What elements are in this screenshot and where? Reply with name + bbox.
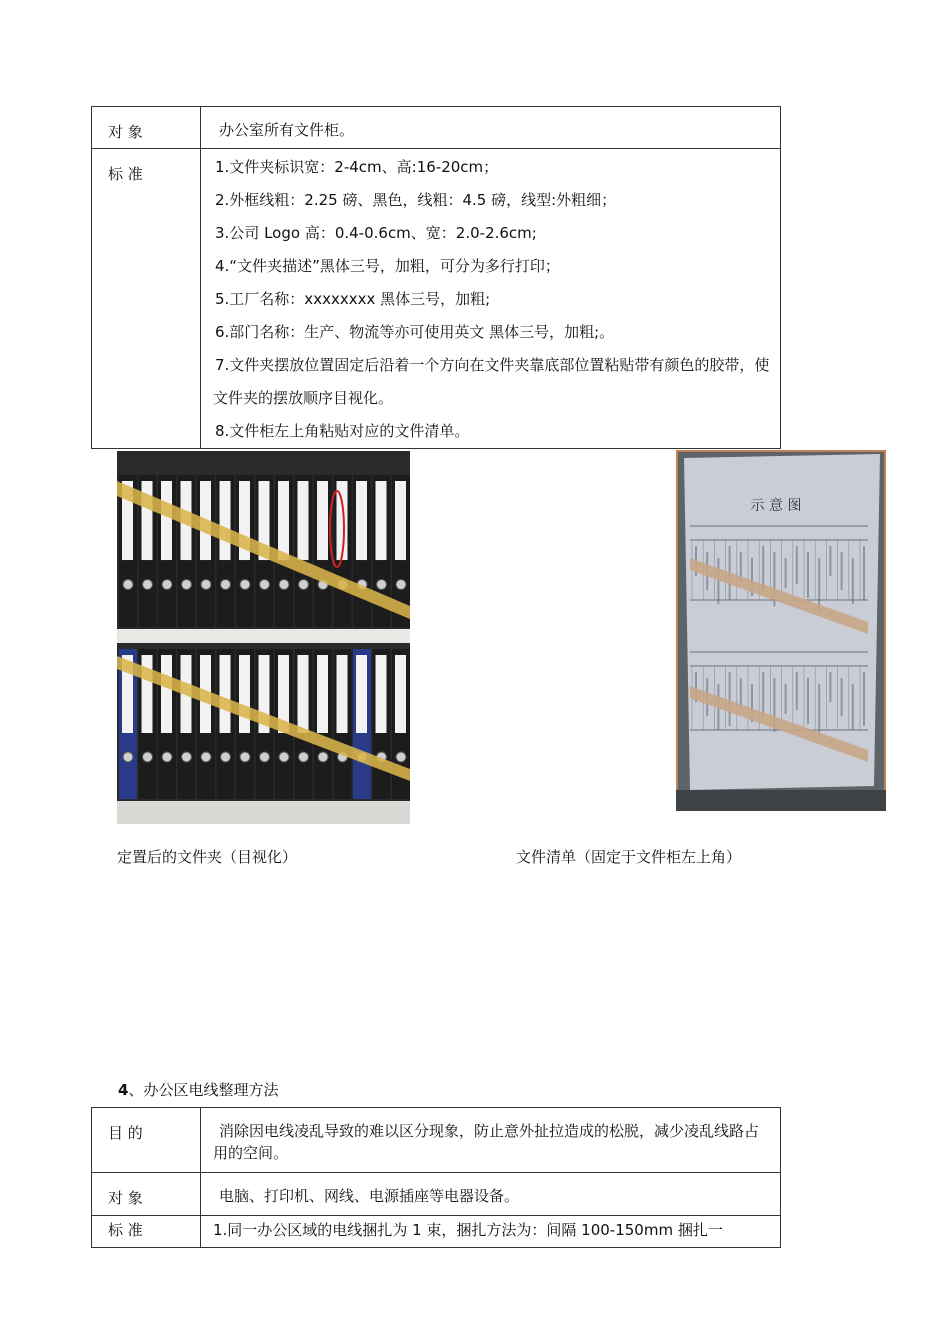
binder (217, 649, 235, 799)
row-key: 标 准 (92, 1216, 201, 1248)
section-number: 4 (118, 1081, 129, 1099)
standard-item: 3.公司 Logo 高：0.4-0.6cm、宽：2.0-2.6cm; (215, 224, 537, 242)
right-photo-caption: 文件清单（固定于文件柜左上角） (516, 848, 742, 866)
standard-item: 1.文件夹标识宽：2-4cm、高:16-20cm； (215, 158, 499, 176)
standards-table-files (91, 106, 781, 449)
standard-item: 4.“文件夹描述”黑体三号，加粗，可分为多行打印； (215, 257, 560, 275)
left-photo-caption: 定置后的文件夹（目视化） (117, 848, 298, 866)
section-heading (118, 1079, 278, 1100)
row-value: 办公室所有文件柜。 (201, 107, 781, 149)
binder (236, 649, 254, 799)
binder (158, 475, 176, 627)
table-row (92, 1216, 781, 1248)
binder (217, 475, 235, 627)
row-value: 消除因电线凌乱导致的难以区分现象，防止意外扯拉造成的松脱，减少凌乱线路占用的空间。 (201, 1108, 781, 1173)
table-row (92, 149, 781, 449)
binder (353, 475, 371, 627)
standard-item: 7.文件夹摆放位置固定后沿着一个方向在文件夹靠底部位置粘贴带有颜色的胶带，使文件夹的摆放顺序目视化。 (213, 356, 770, 407)
row-key: 对 象 (92, 1173, 201, 1216)
standard-item: 6.部门名称：生产、物流等亦可使用英文 黑体三号，加粗;。 (215, 323, 615, 341)
standard-item: 8.文件柜左上角粘贴对应的文件清单。 (215, 422, 470, 440)
file-list-illustration (676, 450, 886, 811)
binders-illustration (117, 451, 410, 824)
binder (373, 649, 391, 799)
binder (334, 649, 352, 799)
standards-table-wiring (91, 1107, 781, 1248)
binder (314, 475, 332, 627)
binder (295, 649, 313, 799)
table-row (92, 107, 781, 149)
row-key: 对 象 (92, 107, 201, 149)
row-value: 电脑、打印机、网线、电源插座等电器设备。 (201, 1173, 781, 1216)
binder (295, 475, 313, 627)
binder (353, 649, 371, 799)
standard-item: 5.工厂名称：xxxxxxxx 黑体三号，加粗; (215, 290, 491, 308)
row-key: 标 准 (92, 149, 201, 449)
table-row (92, 1108, 781, 1173)
binder (314, 649, 332, 799)
sign-title: 示 意 图 (750, 498, 802, 514)
standard-list (201, 149, 781, 449)
standard-item: 2.外框线粗：2.25 磅、黑色，线粗：4.5 磅，线型:外粗细； (215, 191, 617, 209)
row-key: 目 的 (92, 1108, 201, 1173)
binder (197, 649, 215, 799)
row-value: 1.同一办公区域的电线捆扎为 1 束，捆扎方法为：间隔 100-150mm 捆扎一 (201, 1216, 781, 1248)
binder (178, 475, 196, 627)
binder (158, 649, 176, 799)
binders-photo (117, 451, 410, 824)
table-row (92, 1173, 781, 1216)
binder (178, 649, 196, 799)
file-list-photo (676, 450, 886, 811)
section-title: 、办公区电线整理方法 (128, 1081, 279, 1099)
binder (197, 475, 215, 627)
